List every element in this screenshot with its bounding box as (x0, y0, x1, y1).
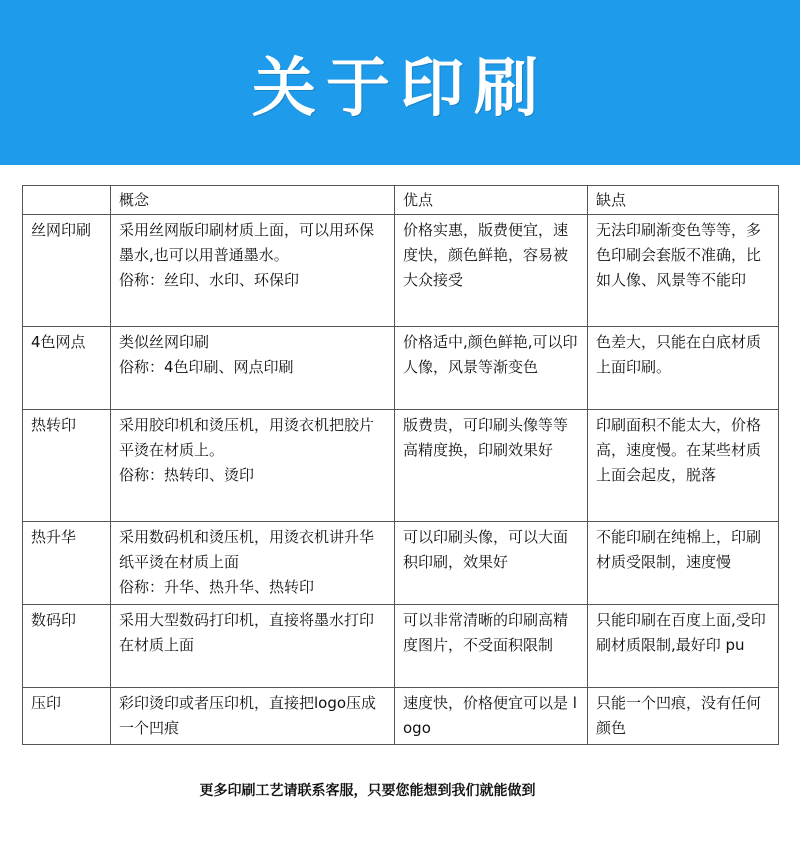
concept-text: 采用数码机和烫压机，用烫衣机讲升华纸平烫在材质上面 (119, 528, 375, 571)
cons-text: 色差大，只能在白底材质上面印刷。 (596, 333, 762, 376)
cons-text: 不能印刷在纯棉上，印刷材质受限制，速度慢 (596, 528, 762, 571)
pros-text: 价格实惠，版费便宜，速度快，颜色鲜艳，容易被大众接受 (403, 221, 569, 289)
header-cell-concept: 概念 (111, 186, 395, 215)
row-method-name: 压印 (23, 688, 111, 745)
row-method-name: 热升华 (23, 522, 111, 605)
concept-text: 彩印烫印或者压印机，直接把logo压成一个凹痕 (119, 694, 377, 737)
header-row (23, 186, 779, 215)
row-cons-cell (588, 215, 779, 327)
row-pros-cell (395, 688, 588, 745)
cons-text: 只能一个凹痕，没有任何颜色 (596, 694, 762, 737)
header-cell-pros: 优点 (395, 186, 588, 215)
cons-text: 无法印刷渐变色等等，多色印刷会套版不准确，比如人像、风景等不能印 (596, 221, 762, 289)
title-banner (0, 0, 800, 165)
row-pros-cell (395, 605, 588, 688)
table-row (23, 215, 779, 327)
concept-text: 采用大型数码打印机，直接将墨水打印在材质上面 (119, 611, 375, 654)
row-cons-cell (588, 522, 779, 605)
concept-text: 采用丝网版印刷材质上面，可以用环保墨水,也可以用普通墨水。 (119, 221, 375, 264)
pros-text: 价格适中,颜色鲜艳,可以印人像，风景等渐变色 (403, 333, 578, 376)
table-body (23, 186, 779, 745)
pros-text: 可以非常清晰的印刷高精度图片，不受面积限制 (403, 611, 569, 654)
row-concept-cell (111, 215, 395, 327)
row-method-name: 丝网印刷 (23, 215, 111, 327)
concept-text: 类似丝网印刷 (119, 333, 210, 351)
row-pros-cell (395, 327, 588, 410)
concept-text: 俗称：热转印、烫印 (119, 466, 255, 484)
concept-text: 俗称：升华、热升华、热转印 (119, 578, 315, 596)
header-cell-blank (23, 186, 111, 215)
row-method-name: 数码印 (23, 605, 111, 688)
row-method-name: 4色网点 (23, 327, 111, 410)
table-row (23, 410, 779, 522)
concept-text: 采用胶印机和烫压机，用烫衣机把胶片平烫在材质上。 (119, 416, 375, 459)
row-cons-cell (588, 327, 779, 410)
printing-comparison-table (22, 185, 779, 745)
table-row (23, 688, 779, 745)
row-concept-cell (111, 605, 395, 688)
concept-text: 俗称：4色印刷、网点印刷 (119, 358, 294, 376)
footer-note: 更多印刷工艺请联系客服，只要您能想到我们就能做到 (199, 783, 536, 799)
table-row (23, 605, 779, 688)
row-pros-cell (395, 522, 588, 605)
row-cons-cell (588, 605, 779, 688)
page-title: 关于印刷 (252, 50, 548, 126)
row-cons-cell (588, 688, 779, 745)
row-pros-cell (395, 410, 588, 522)
row-concept-cell (111, 327, 395, 410)
pros-text: 可以印刷头像，可以大面积印刷，效果好 (403, 528, 569, 571)
pros-text: 速度快，价格便宜可以是 logo (403, 694, 577, 737)
pros-text: 版费贵，可印刷头像等等高精度换，印刷效果好 (403, 416, 569, 459)
cons-text: 印刷面积不能太大，价格高，速度慢。在某些材质上面会起皮，脱落 (596, 416, 762, 484)
concept-text: 俗称：丝印、水印、环保印 (119, 271, 300, 289)
row-concept-cell (111, 522, 395, 605)
row-pros-cell (395, 215, 588, 327)
row-method-name: 热转印 (23, 410, 111, 522)
row-concept-cell (111, 688, 395, 745)
table-row (23, 327, 779, 410)
table-row (23, 522, 779, 605)
row-concept-cell (111, 410, 395, 522)
header-cell-cons: 缺点 (588, 186, 779, 215)
row-cons-cell (588, 410, 779, 522)
cons-text: 只能印刷在百度上面,受印刷材质限制,最好印 pu (596, 611, 766, 654)
